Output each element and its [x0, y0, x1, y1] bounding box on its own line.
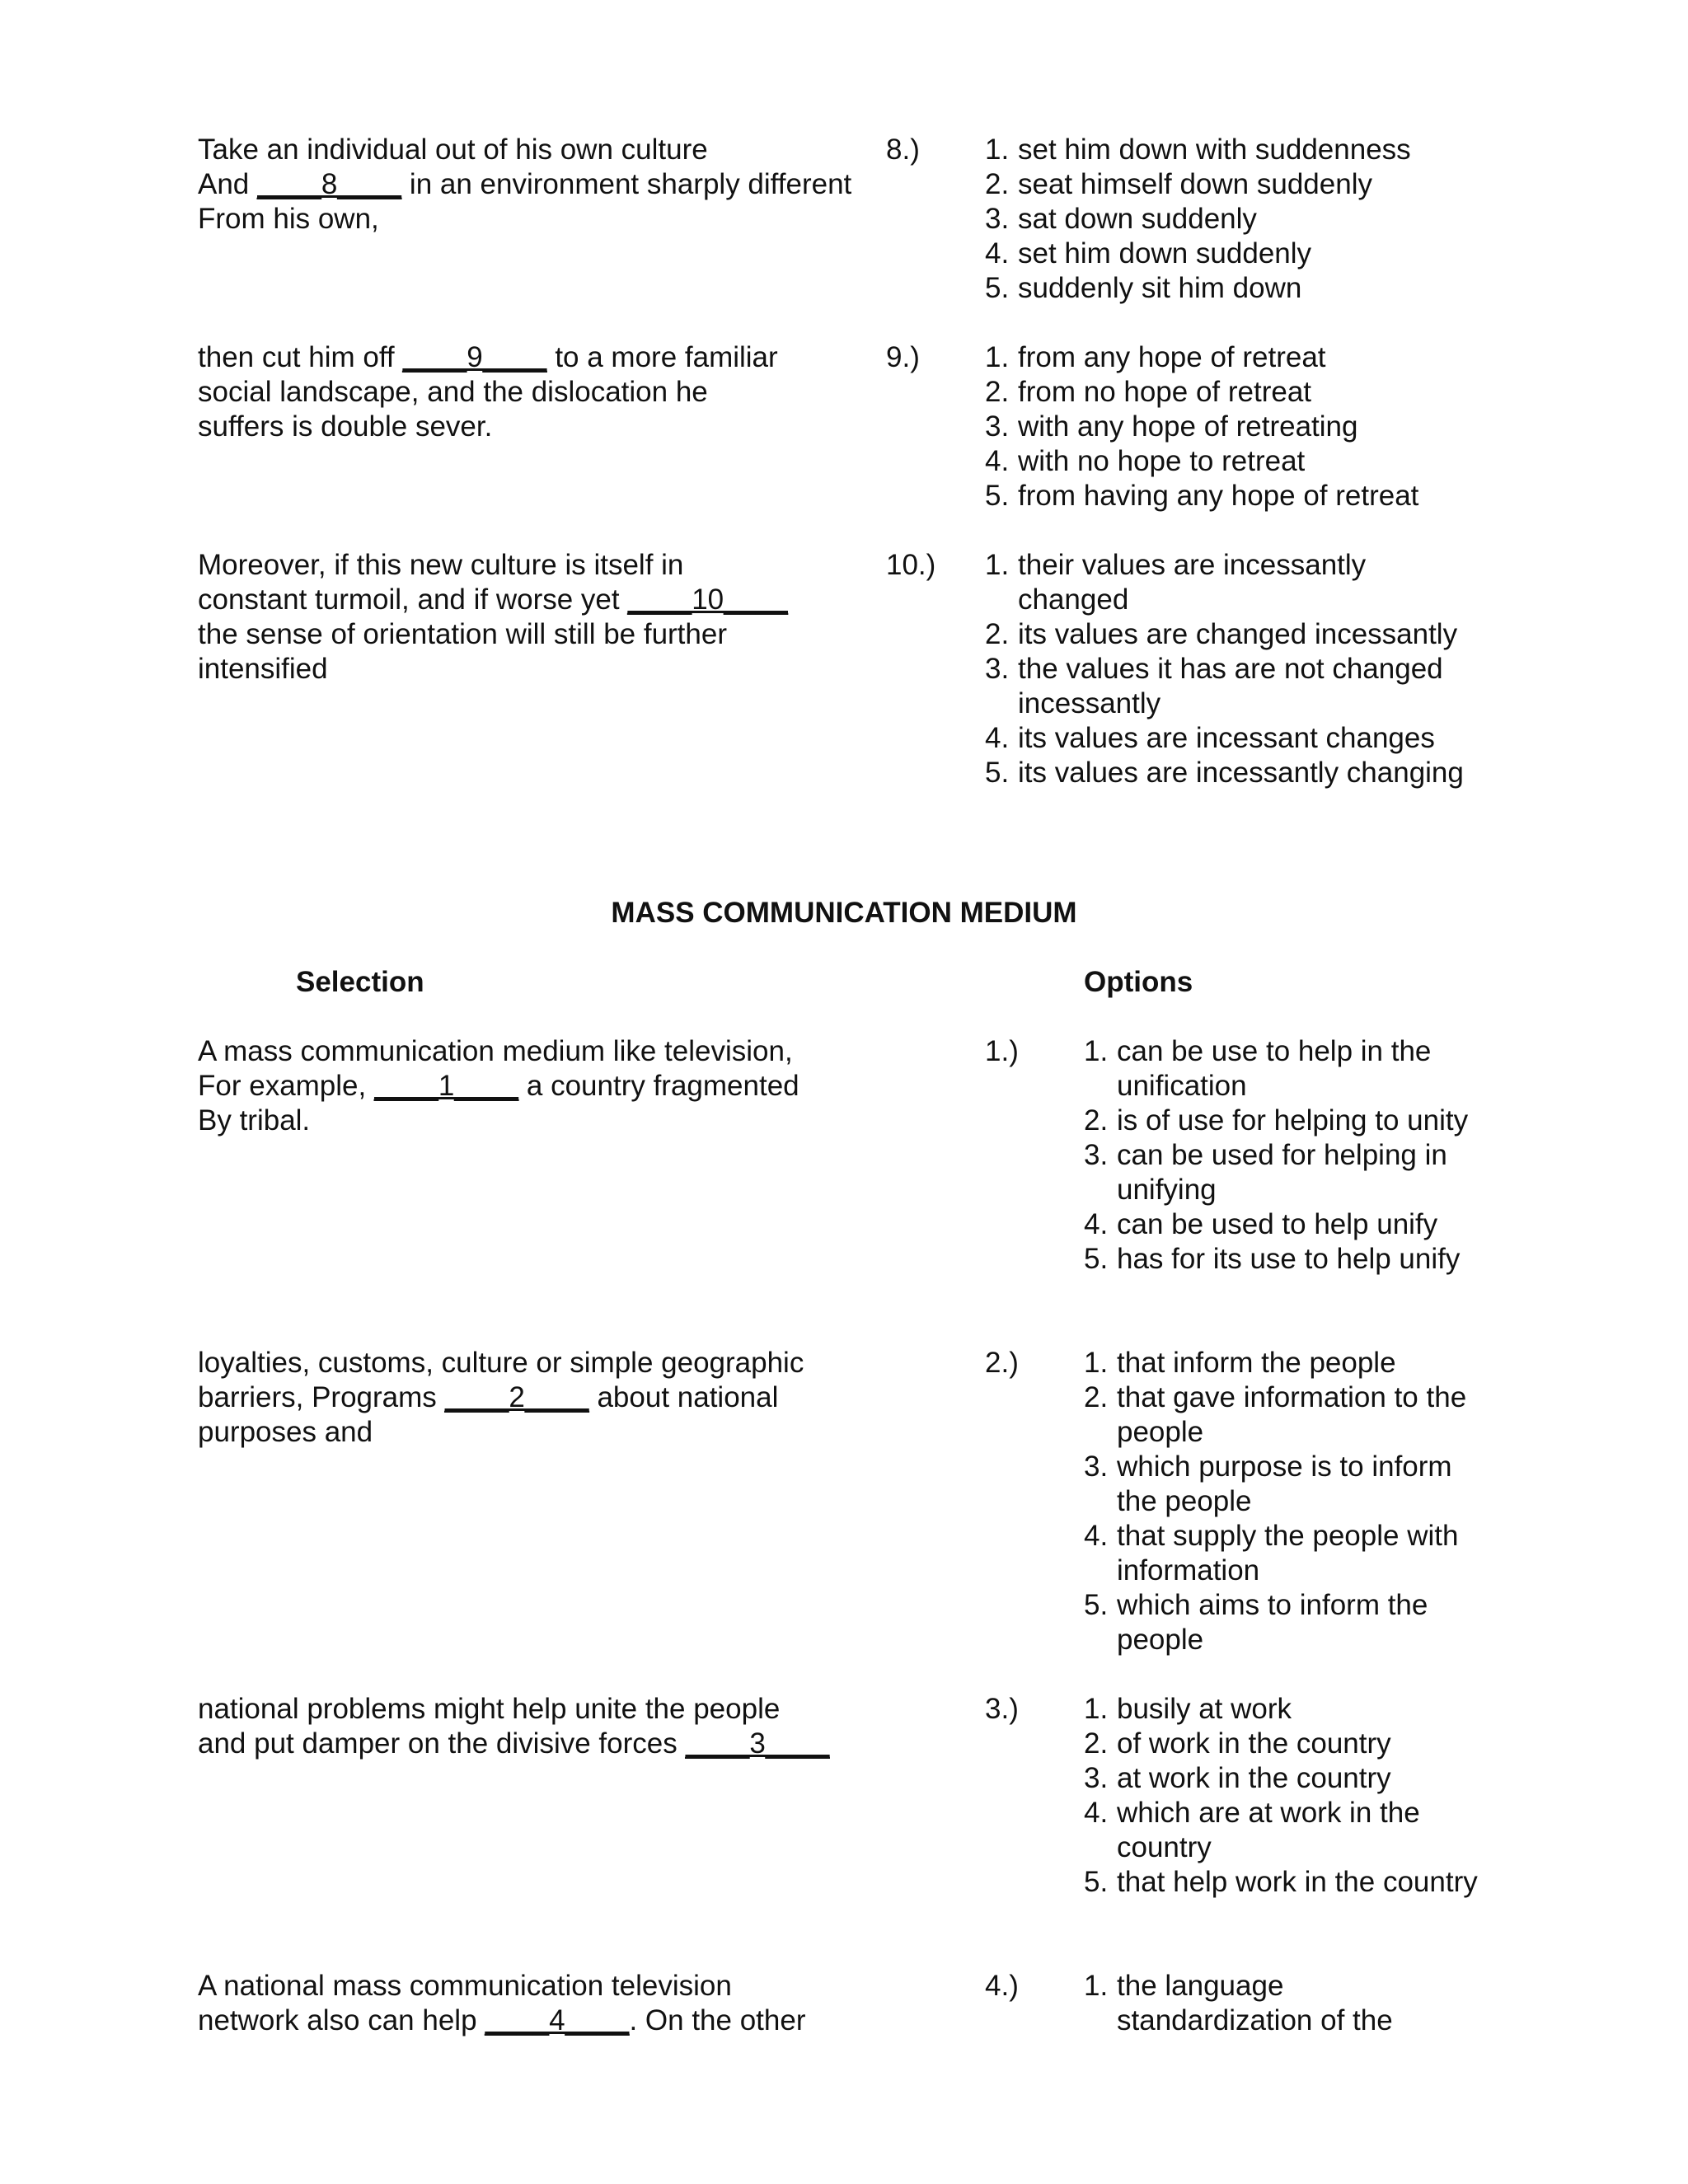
options-list	[1084, 1969, 1430, 2038]
option: 2. that gave information to the people	[1084, 1381, 1467, 1448]
option: 5. its values are incessantly changing	[985, 757, 1464, 789]
option: 1. from any hope of retreat	[985, 341, 1326, 373]
option: 2. seat himself down suddenly	[985, 168, 1372, 200]
passage-line: A national mass communication television	[198, 1970, 732, 2002]
option: 4. set him down suddenly	[985, 237, 1312, 269]
option: 3. which purpose is to inform the people	[1084, 1451, 1452, 1517]
option: 5. suddenly sit him down	[985, 272, 1302, 304]
options-list	[1084, 1692, 1496, 1900]
option: 3. can be used for helping in unifying	[1084, 1139, 1447, 1206]
passage-line: intensified	[198, 653, 328, 685]
question-number: 3.)	[985, 1693, 1019, 1725]
passage-line: From his own,	[198, 203, 379, 235]
option: 3. sat down suddenly	[985, 203, 1257, 235]
answer-blank: ____8____	[257, 168, 402, 200]
options-list	[985, 340, 1496, 513]
option: 4. can be used to help unify	[1084, 1208, 1438, 1240]
option: 2. from no hope of retreat	[985, 376, 1312, 408]
passage-line: national problems might help unite the people	[198, 1693, 781, 1725]
passage-line: then cut him off ____9____ to a more familiar	[198, 341, 778, 373]
option: 4. with no hope to retreat	[985, 445, 1306, 477]
passage-line: constant turmoil, and if worse yet ____10____	[198, 583, 788, 616]
option: 5. from having any hope of retreat	[985, 480, 1419, 512]
passage-line: loyalties, customs, culture or simple geographic	[198, 1347, 804, 1379]
passage-line: By tribal.	[198, 1104, 311, 1137]
option: 4. which are at work in the country	[1084, 1797, 1420, 1863]
answer-blank: ____1____	[373, 1070, 519, 1102]
passage-line: purposes and	[198, 1416, 373, 1448]
question-number: 8.)	[886, 134, 920, 166]
passage-line: And ____8____ in an environment sharply different	[198, 168, 852, 200]
passage-line: the sense of orientation will still be further	[198, 618, 727, 650]
option: 2. of work in the country	[1084, 1727, 1391, 1760]
option: 1. set him down with suddenness	[985, 134, 1411, 166]
option: 4. that supply the people with information	[1084, 1520, 1459, 1586]
passage-line: Take an individual out of his own culture	[198, 134, 708, 166]
options-list	[1084, 1034, 1496, 1277]
answer-blank: ____10____	[627, 583, 788, 616]
options-list	[985, 548, 1479, 790]
answer-blank: ____4____	[485, 2004, 630, 2036]
option: 4. its values are incessant changes	[985, 722, 1435, 754]
passage	[198, 548, 890, 687]
passage-line: Moreover, if this new culture is itself in	[198, 549, 684, 581]
options-list	[1084, 1346, 1496, 1657]
passage-line: suffers is double sever.	[198, 410, 493, 443]
passage	[198, 133, 890, 237]
passage-line: A mass communication medium like television,	[198, 1035, 793, 1067]
selection-heading: Selection	[296, 966, 424, 998]
option: 1. the language standardization of the	[1084, 1970, 1393, 2036]
option: 1. their values are incessantly changed	[985, 549, 1367, 616]
option: 5. which aims to inform the people	[1084, 1589, 1428, 1656]
passage	[198, 1692, 890, 1761]
passage	[198, 1346, 890, 1450]
option: 5. that help work in the country	[1084, 1866, 1478, 1898]
passage-line: social landscape, and the dislocation he	[198, 376, 708, 408]
option: 1. busily at work	[1084, 1693, 1292, 1725]
option: 1. that inform the people	[1084, 1347, 1396, 1379]
option: 1. can be use to help in the unification	[1084, 1035, 1432, 1102]
question-number: 1.)	[985, 1035, 1019, 1067]
options-heading: Options	[1084, 966, 1193, 998]
question-number: 9.)	[886, 341, 920, 373]
option: 3. with any hope of retreating	[985, 410, 1358, 443]
passage	[198, 1034, 890, 1138]
passage	[198, 340, 890, 444]
passage-line: and put damper on the divisive forces ____3____	[198, 1727, 830, 1760]
option: 2. its values are changed incessantly	[985, 618, 1458, 650]
answer-blank: ____3____	[685, 1727, 830, 1760]
options-list	[985, 133, 1496, 306]
passage-line: For example, ____1____ a country fragmented	[198, 1070, 799, 1102]
option: 3. at work in the country	[1084, 1762, 1391, 1794]
answer-blank: ____9____	[402, 341, 547, 373]
option: 5. has for its use to help unify	[1084, 1243, 1461, 1275]
answer-blank: ____2____	[444, 1381, 589, 1413]
question-number: 2.)	[985, 1347, 1019, 1379]
option: 2. is of use for helping to unity	[1084, 1104, 1469, 1137]
question-number: 10.)	[886, 549, 936, 581]
question-number: 4.)	[985, 1970, 1019, 2002]
passage-line: barriers, Programs ____2____ about national	[198, 1381, 779, 1413]
section-title: MASS COMMUNICATION MEDIUM	[611, 897, 1077, 929]
passage-line: network also can help ____4____. On the other	[198, 2004, 806, 2036]
option: 3. the values it has are not changed incessantly	[985, 653, 1443, 719]
passage	[198, 1969, 890, 2038]
